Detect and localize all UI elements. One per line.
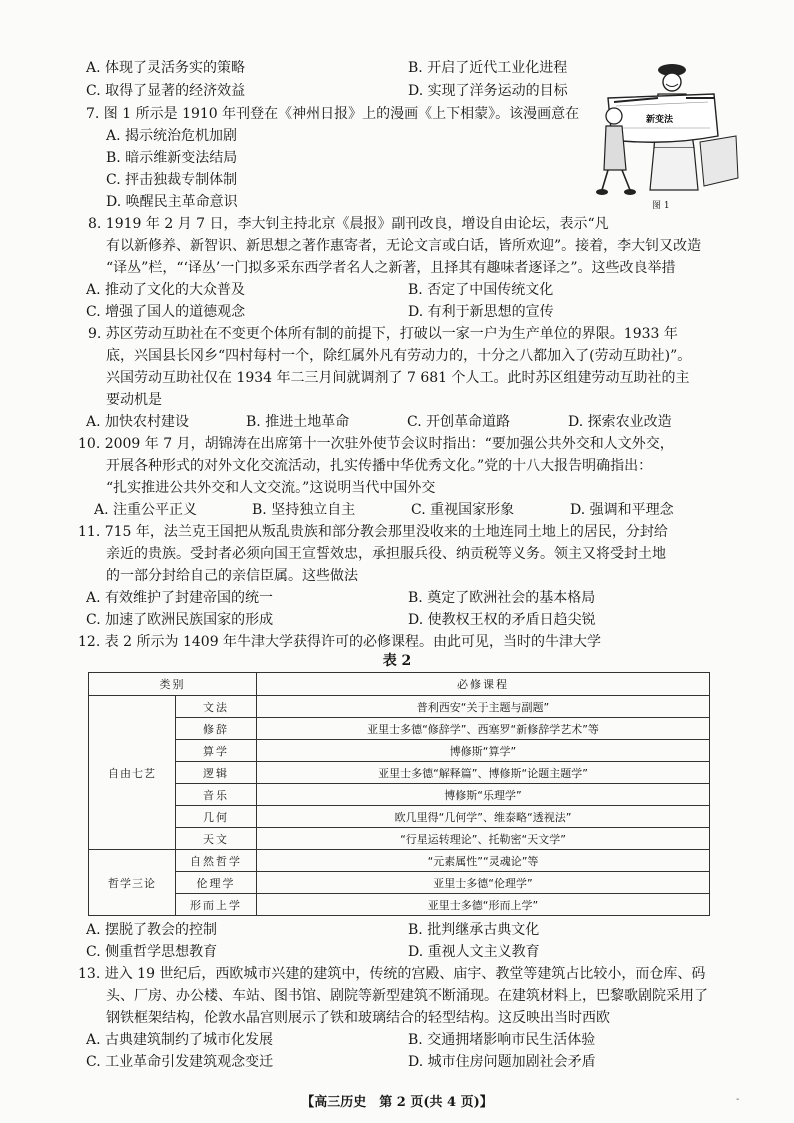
q11-stem-line-1: 11. 715 年，法兰克王国把从叛乱贵族和部分教会那里没收来的土地连同土地上的居民，分封给 — [78, 524, 668, 540]
q8-stem-line-2: 有以新修养、新智识、新思想之著作惠寄者，无论文言或白话，皆所欢迎”。接着，李大钊又改造 — [106, 238, 702, 254]
table-row — [89, 850, 710, 872]
cartoon-illustration — [596, 58, 742, 208]
q8-option-d[interactable]: D. 有利于新思想的宣传 — [408, 304, 554, 320]
q11-option-d[interactable]: D. 使教权王权的矛盾日趋尖锐 — [408, 612, 596, 628]
q13-stem-line-3: 钢铁框架结构，伦敦水晶宫则展示了铁和玻璃结合的轻型结构。这反映出当时西欧 — [106, 1010, 610, 1026]
q10-option-d[interactable]: D. 强调和平理念 — [570, 502, 674, 518]
q11-option-c[interactable]: C. 加速了欧洲民族国家的形成 — [86, 612, 274, 628]
table-row — [89, 784, 710, 806]
cartoon-caption-text: 新变法 — [646, 115, 674, 125]
q10-option-a[interactable]: A. 注重公平正义 — [94, 502, 198, 518]
q12-stem: 12. 表 2 所示为 1409 年牛津大学获得许可的必修课程。由此可见，当时的牛津大学 — [78, 634, 602, 650]
q9-stem-line-3: 兴国劳动互助社仅在 1934 年二三月间就调剂了 7 681 个人工。此时苏区组建劳动互助社的主 — [106, 370, 690, 386]
table-row — [89, 696, 710, 718]
q7-option-a[interactable]: A. 揭示统治危机加剧 — [106, 128, 238, 144]
q10-stem-line-2: 开展各种形式的对外文化交流活动，扎实传播中华优秀文化。”党的十八大报告明确指出： — [106, 458, 653, 474]
q13-option-c[interactable]: C. 工业革命引发建筑观念变迁 — [86, 1054, 274, 1070]
subject-cell: 自然哲学 — [176, 850, 257, 872]
q11-stem-line-3: 的一部分封给自己的亲信臣属。这些做法 — [106, 568, 358, 584]
q9-option-c[interactable]: C. 开创革命道路 — [407, 414, 511, 430]
table-row — [89, 762, 710, 784]
course-cell: 亚里士多德“解释篇”、博修斯“论题主题学” — [257, 762, 710, 784]
course-cell: “行星运转理论”、托勒密“天文学” — [257, 828, 710, 850]
figure-1-caption: 图 1 — [652, 201, 670, 211]
course-cell: 博修斯“乐理学” — [257, 784, 710, 806]
course-cell: “元素属性”“灵魂论”等 — [257, 850, 710, 872]
course-cell: 亚里士多德“伦理学” — [257, 872, 710, 894]
q7-option-b[interactable]: B. 暗示维新变法结局 — [106, 150, 238, 166]
q6-option-b[interactable]: B. 开启了近代工业化进程 — [408, 60, 568, 76]
q9-option-b[interactable]: B. 推进土地革命 — [246, 414, 350, 430]
q7-option-c[interactable]: C. 抨击独裁专制体制 — [106, 172, 238, 188]
q12-option-b[interactable]: B. 批判继承古典文化 — [408, 922, 540, 938]
course-cell: 亚里士多德“形而上学” — [257, 894, 710, 916]
header-category: 类别 — [89, 673, 257, 696]
subject-cell: 修辞 — [176, 718, 257, 740]
q11-option-a[interactable]: A. 有效维护了封建帝国的统一 — [86, 590, 274, 606]
course-cell: 亚里士多德“修辞学”、西塞罗“新修辞学艺术”等 — [257, 718, 710, 740]
q13-stem-line-1: 13. 进入 19 世纪后，西欧城市兴建的建筑中，传统的宫殿、庙宇、教堂等建筑占比较小，而仓库、码 — [78, 966, 706, 982]
q7-option-d[interactable]: D. 唤醒民主革命意识 — [106, 194, 238, 210]
q8-option-b[interactable]: B. 否定了中国传统文化 — [408, 282, 554, 298]
table-row — [89, 894, 710, 916]
table-row — [89, 718, 710, 740]
q10-stem-line-1: 10. 2009 年 7 月，胡锦涛在出席第十一次驻外使节会议时指出：“要加强公共外交和人文外交， — [78, 436, 674, 452]
q13-option-a[interactable]: A. 古典建筑制约了城市化发展 — [86, 1032, 274, 1048]
course-cell: 普利西安“关于主题与副题” — [257, 696, 710, 718]
q13-option-d[interactable]: D. 城市住房问题加剧社会矛盾 — [408, 1054, 596, 1070]
q13-option-b[interactable]: B. 交通拥堵影响市民生活体验 — [408, 1032, 596, 1048]
subject-cell: 逻辑 — [176, 762, 257, 784]
table-2-caption: 表 2 — [382, 653, 412, 669]
q8-stem-line-3: “译丛”栏，“‘译丛’一门拟多采东西学者名人之新著，且择其有趣味者逐译之”。这些改良举措 — [106, 260, 676, 276]
subject-cell: 文法 — [176, 696, 257, 718]
header-courses: 必修课程 — [257, 673, 710, 696]
subject-cell: 算学 — [176, 740, 257, 762]
footer-mark: - — [736, 1094, 740, 1105]
q7-stem: 7. 图 1 所示是 1910 年刊登在《神州日报》上的漫画《上下相蒙》。该漫画意在 — [86, 106, 580, 122]
q8-option-c[interactable]: C. 增强了国人的道德观念 — [86, 304, 246, 320]
subject-cell: 形而上学 — [176, 894, 257, 916]
subject-cell: 伦理学 — [176, 872, 257, 894]
q9-option-d[interactable]: D. 探索农业改造 — [568, 414, 672, 430]
q10-option-c[interactable]: C. 重视国家形象 — [411, 502, 515, 518]
subject-cell: 几何 — [176, 806, 257, 828]
table-header-row — [89, 673, 710, 696]
subject-cell: 天文 — [176, 828, 257, 850]
q6-option-a[interactable]: A. 体现了灵活务实的策略 — [86, 60, 246, 76]
course-cell: 博修斯“算学” — [257, 740, 710, 762]
group-liberal-arts: 自由七艺 — [89, 696, 176, 850]
q9-stem-line-1: 9. 苏区劳动互助社在不变更个体所有制的前提下，打破以一家一户为生产单位的界限。1933 年 — [88, 326, 678, 342]
q13-stem-line-2: 头、厂房、办公楼、车站、图书馆、剧院等新型建筑不断涌现。在建筑材料上，巴黎歌剧院采用了 — [106, 988, 708, 1004]
table-row — [89, 740, 710, 762]
required-courses-table — [88, 672, 710, 916]
q6-option-d[interactable]: D. 实现了洋务运动的目标 — [408, 83, 568, 99]
q10-stem-line-3: “扎实推进公共外交和人文交流。”这说明当代中国外交 — [106, 480, 436, 496]
q9-stem-line-2: 底，兴国县长冈乡“四村每村一个，除红属外凡有劳动力的，十分之八都加入了(劳动互助社)”。 — [106, 348, 692, 364]
q12-option-d[interactable]: D. 重视人文主义教育 — [408, 944, 540, 960]
q6-option-c[interactable]: C. 取得了显著的经济效益 — [86, 83, 246, 99]
q11-option-b[interactable]: B. 奠定了欧洲社会的基本格局 — [408, 590, 596, 606]
q12-option-c[interactable]: C. 侧重哲学思想教育 — [86, 944, 218, 960]
q11-stem-line-2: 亲近的贵族。受封者必须向国王宣誓效忠，承担服兵役、纳贡税等义务。领主又将受封土地 — [106, 546, 666, 562]
q8-stem-line-1: 8. 1919 年 2 月 7 日，李大钊主持北京《晨报》副刊改良，增设自由论坛，表示“凡 — [88, 216, 609, 232]
q10-option-b[interactable]: B. 坚持独立自主 — [252, 502, 356, 518]
q8-option-a[interactable]: A. 推动了文化的大众普及 — [86, 282, 246, 298]
course-cell: 欧几里得“几何学”、维泰略“透视法” — [257, 806, 710, 828]
q12-option-a[interactable]: A. 摆脱了教会的控制 — [86, 922, 218, 938]
subject-cell: 音乐 — [176, 784, 257, 806]
q9-stem-line-4: 要动机是 — [106, 392, 162, 408]
group-philosophy: 哲学三论 — [89, 850, 176, 916]
table-row — [89, 806, 710, 828]
page-footer: 【高三历史 第 2 页(共 4 页)】 — [301, 1095, 493, 1110]
table-row — [89, 872, 710, 894]
q9-option-a[interactable]: A. 加快农村建设 — [86, 414, 190, 430]
table-row — [89, 828, 710, 850]
